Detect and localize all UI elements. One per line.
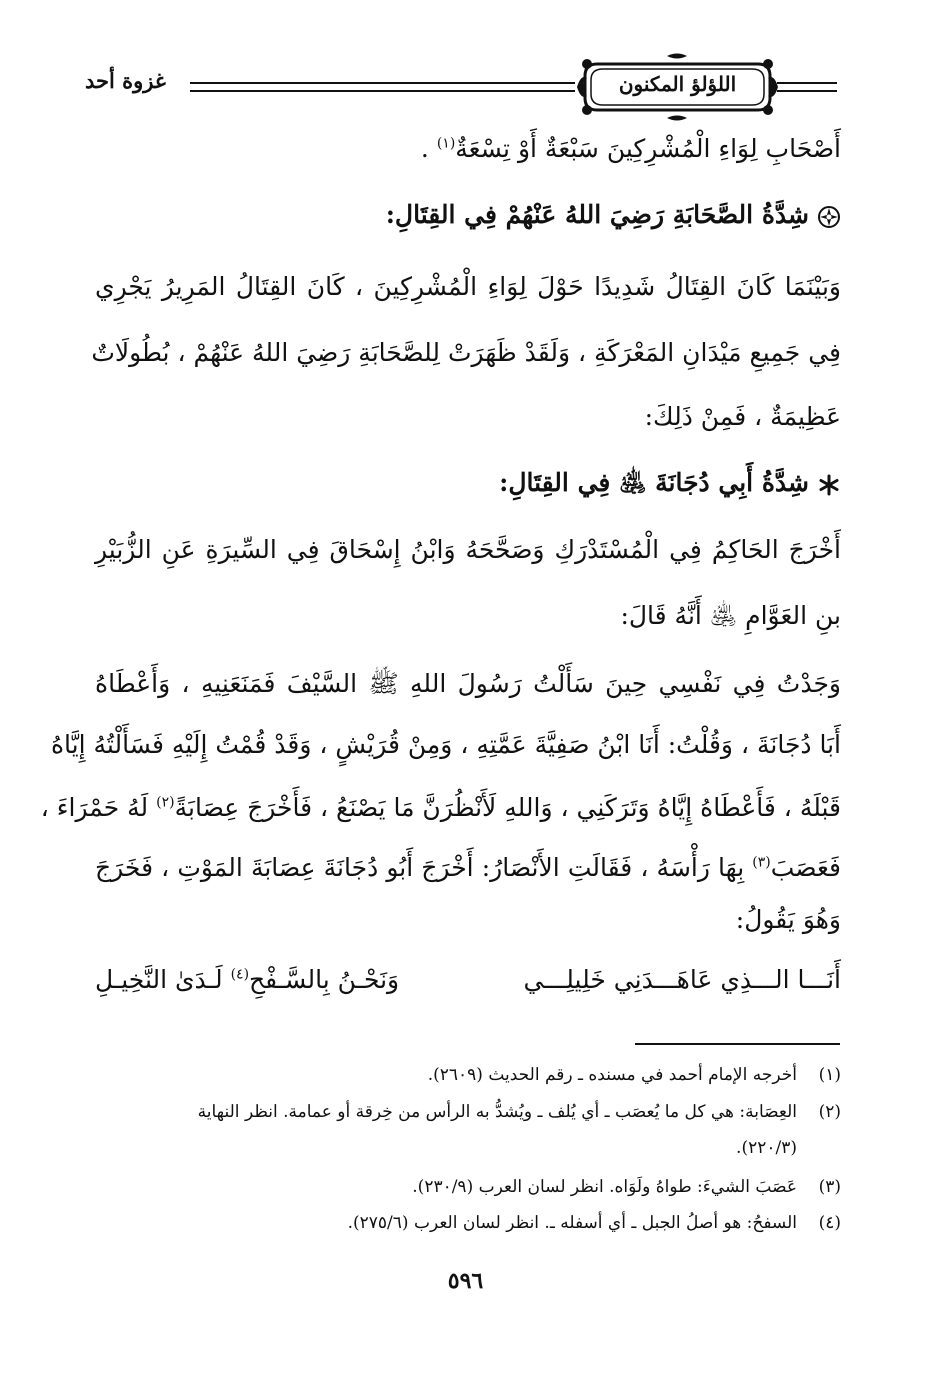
flower-icon: [817, 205, 841, 229]
page-header: [85, 52, 837, 122]
footnote-text: أخرجه الإمام أحمد في مسنده ـ رقم الحديث (٢٦٠٩).: [427, 1065, 797, 1085]
text-line: [40, 793, 841, 822]
section-heading: [95, 200, 841, 229]
text-line: عَظِيمَةٌ ، فَمِنْ ذَلِكَ:: [644, 402, 841, 431]
footnote-3: [95, 1177, 841, 1197]
header-rule-left: [190, 82, 575, 92]
text-run: قَبْلَهُ ، فَأَعْطَاهُ إِيَّاهُ وَتَرَكَنِي ، وَاللهِ لَأَنْظُرَنَّ مَا يَصْنَعُ ، فَأَخْرَجَ عِصَابَةً: [174, 793, 841, 822]
footnote-text: السفحُ: هو أصلُ الجبل ـ أي أسفله ـ. انظر لسان العرب (٢٧٥/٦).: [347, 1213, 797, 1233]
text-line: فِي جَمِيعِ مَيْدَانِ المَعْرَكَةِ ، وَلَقَدْ ظَهَرَتْ لِلصَّحَابَةِ رَضِيَ اللهُ عَنْهُمْ ، بُطُولَاتٌ: [91, 338, 841, 367]
page-number: ٥٩٦: [447, 1268, 484, 1294]
footnote-ref[interactable]: (٢): [156, 794, 175, 811]
footnote-1: [95, 1065, 841, 1085]
text-run: لَـدَىٰ النَّخِيـلِ: [95, 965, 231, 994]
footnote-separator: [635, 1043, 840, 1045]
text-run: أَصْحَابِ لِوَاءِ الْمُشْرِكِينَ سَبْعَةٌ أَوْ تِسْعَةٌ: [455, 134, 841, 163]
text-line: بنِ العَوَّامِ ﵁ أَنَّهُ قَالَ:: [620, 601, 841, 630]
footnote-ref[interactable]: (٣): [752, 854, 771, 871]
book-title-frame: [575, 52, 780, 122]
text-line: وَبَيْنَمَا كَانَ القِتَالُ شَدِيدًا حَوْلَ لِوَاءِ الْمُشْرِكِينَ ، كَانَ القِتَالُ المَرِيرُ يَجْرِي: [95, 272, 841, 301]
footnote-ref[interactable]: (١): [436, 135, 456, 152]
footnote-ref[interactable]: (٤): [230, 966, 250, 983]
footnote-number: (١): [818, 1065, 841, 1085]
text-line: أَبَا دُجَانَةَ ، وَقُلْتُ: أَنَا ابْنُ صَفِيَّةَ عَمَّتِهِ ، وَمِنْ قُرَيْشٍ ، وَقَدْ قُمْتُ إِلَيْهِ فَسَأَلْتُهُ إِيَّاهُ: [50, 730, 841, 759]
text-run: .: [420, 134, 437, 163]
running-title: غزوة أحد: [85, 68, 166, 93]
footnote-2-continued: (٢٢٠/٣).: [736, 1138, 797, 1158]
poem-hemistich-first: أَنَـــا الـــذِي عَاهَـــدَنِي خَلِيلِـــي: [523, 965, 841, 994]
footnote-text: عَصَبَ الشيءَ: طواهُ ولَوَاه. انظر لسان العرب (٢٣٠/٩).: [412, 1177, 797, 1197]
text-run: فَعَصَبَ: [770, 853, 841, 882]
footnote-4: [95, 1213, 841, 1233]
text-line: أَخْرَجَ الحَاكِمُ فِي الْمُسْتَدْرَكِ وَصَحَّحَهُ وَابْنُ إِسْحَاقَ فِي السِّيرَةِ عَنِ الزُّبَيْرِ: [95, 535, 841, 564]
text-run: وَنَحْـنُ بِالسَّـفْحِ: [249, 965, 400, 994]
text-line: [95, 853, 841, 882]
footnote-number: (٢): [818, 1102, 841, 1122]
footnote-number: (٤): [818, 1213, 841, 1233]
book-title: اللؤلؤ المكنون: [618, 72, 737, 96]
text-line: وَجَدْتُ فِي نَفْسِي حِينَ سَأَلْتُ رَسُولَ اللهِ ﷺ السَّيْفَ فَمَنَعَنِيهِ ، وَأَعْطَاهُ: [95, 669, 841, 698]
heading-text: شِدَّةُ أَبِي دُجَانَةَ ﵁ فِي القِتَالِ:: [499, 468, 809, 497]
section-heading: [95, 467, 841, 504]
text-line: وَهُوَ يَقُولُ:: [735, 905, 841, 934]
heading-text: شِدَّةُ الصَّحَابَةِ رَضِيَ اللهُ عَنْهُمْ فِي القِتَالِ:: [385, 200, 809, 229]
text-line: [95, 134, 841, 163]
text-run: لَهُ حَمْرَاءَ ،: [40, 793, 157, 822]
header-rule-right: [777, 82, 837, 92]
footnote-2: [95, 1102, 841, 1122]
poem-verse: [95, 965, 841, 1005]
poem-hemistich-second: [95, 965, 399, 994]
asterisk-icon: [817, 473, 841, 497]
text-run: بِهَا رَأْسَهُ ، فَقَالَتِ الأَنْصَارُ: أَخْرَجَ أَبُو دُجَانَةَ عِصَابَةَ المَوْتِ ، فَخَرَجَ: [95, 853, 753, 882]
footnote-number: (٣): [818, 1177, 841, 1197]
footnote-text: العِصَابة: هي كل ما يُعصَب ـ أي يُلف ـ ويُشدُّ به الرأس من خِرقة أو عمامة. انظر النهاية: [197, 1102, 797, 1122]
